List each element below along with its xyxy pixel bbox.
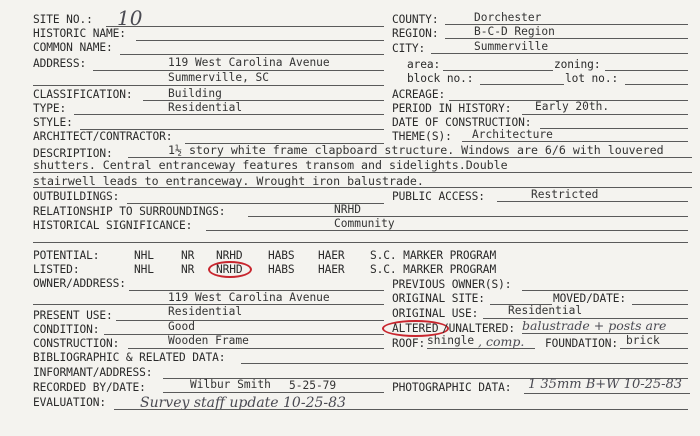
region-value: B-C-D Region bbox=[474, 25, 555, 38]
construction-label: CONSTRUCTION: bbox=[33, 337, 120, 350]
historical-significance-value: Community bbox=[334, 217, 395, 230]
description-line2: shutters. Central entranceway features transom and sidelights.Double bbox=[33, 158, 508, 172]
date-construction-label: DATE OF CONSTRUCTION: bbox=[392, 116, 532, 129]
roof-line bbox=[427, 348, 535, 349]
site-no-line bbox=[106, 26, 384, 27]
historical-significance-line bbox=[206, 230, 688, 231]
foundation-label: FOUNDATION: bbox=[545, 337, 618, 350]
informant-label: INFORMANT/ADDRESS: bbox=[33, 366, 153, 379]
themes-value: Architecture bbox=[472, 128, 553, 141]
period-value: Early 20th. bbox=[535, 100, 610, 113]
address-label: ADDRESS: bbox=[33, 57, 87, 70]
common-name-line bbox=[120, 54, 384, 55]
previous-owners-label: PREVIOUS OWNER(S): bbox=[392, 278, 512, 291]
roof-value-hand: , comp. bbox=[478, 334, 525, 349]
listed-haer: HAER bbox=[318, 263, 345, 276]
evaluation-value: Survey staff update 10-25-83 bbox=[140, 395, 346, 411]
relationship-value: NRHD bbox=[334, 203, 361, 216]
photographic-data-value: 1 35mm B+W 10-25-83 bbox=[528, 377, 683, 392]
listed-nrhd: NRHD bbox=[216, 263, 243, 276]
city-label: CITY: bbox=[392, 42, 426, 55]
site-no-value: 10 bbox=[117, 6, 143, 30]
historical-significance-label: HISTORICAL SIGNIFICANCE: bbox=[33, 219, 193, 232]
foundation-value: brick bbox=[626, 334, 660, 347]
region-label: REGION: bbox=[392, 27, 439, 40]
relationship-line bbox=[248, 216, 688, 217]
owner-address-value: 119 West Carolina Avenue bbox=[168, 291, 330, 304]
potential-nr: NR bbox=[181, 249, 195, 262]
unaltered-label: /UNALTERED: bbox=[442, 322, 515, 335]
county-value: Dorchester bbox=[474, 11, 542, 24]
public-access-label: PUBLIC ACCESS: bbox=[392, 190, 485, 203]
bibliographic-label: BIBLIOGRAPHIC & RELATED DATA: bbox=[33, 351, 226, 364]
address-line1: 119 West Carolina Avenue bbox=[168, 56, 330, 69]
listed-nhl: NHL bbox=[134, 263, 154, 276]
condition-label: CONDITION: bbox=[33, 323, 100, 336]
address-line2-rule bbox=[33, 85, 384, 86]
type-line bbox=[74, 114, 384, 115]
potential-label: POTENTIAL: bbox=[33, 249, 100, 262]
type-label: TYPE: bbox=[33, 102, 67, 115]
themes-label: THEME(S): bbox=[392, 130, 452, 143]
description-line1: 1½ story white frame clapboard structure. Windows are 6/6 with louvered bbox=[168, 143, 664, 157]
public-access-value: Restricted bbox=[531, 188, 599, 201]
evaluation-label: EVALUATION: bbox=[33, 396, 106, 409]
present-use-label: PRESENT USE: bbox=[33, 309, 113, 322]
outbuildings-label: OUTBUILDINGS: bbox=[33, 190, 120, 203]
area-line bbox=[443, 70, 553, 71]
listed-nr: NR bbox=[181, 263, 195, 276]
themes-line bbox=[462, 141, 688, 142]
period-label: PERIOD IN HISTORY: bbox=[392, 102, 512, 115]
classification-label: CLASSIFICATION: bbox=[33, 88, 133, 101]
construction-line bbox=[128, 348, 384, 349]
city-value: Summerville bbox=[474, 40, 549, 53]
lot-no-label: lot no.: bbox=[565, 72, 619, 85]
evaluation-line bbox=[114, 409, 688, 410]
foundation-line bbox=[620, 348, 688, 349]
historic-name-label: HISTORIC NAME: bbox=[33, 27, 126, 40]
moved-date-label: MOVED/DATE: bbox=[553, 292, 626, 305]
section-divider bbox=[33, 242, 688, 243]
description-label: DESCRIPTION: bbox=[33, 147, 113, 160]
block-no-label: block no.: bbox=[407, 72, 474, 85]
county-label: COUNTY: bbox=[392, 13, 439, 26]
construction-value: Wooden Frame bbox=[168, 334, 249, 347]
lot-no-line bbox=[625, 84, 688, 85]
recorded-by-label: RECORDED BY/DATE: bbox=[33, 381, 146, 394]
date-construction-line bbox=[540, 128, 688, 129]
roof-value-typed: shingle bbox=[427, 334, 475, 347]
potential-nrhd: NRHD bbox=[216, 249, 243, 262]
acreage-label: ACREAGE: bbox=[392, 88, 446, 101]
area-label: area: bbox=[407, 58, 441, 71]
zoning-label: zoning: bbox=[554, 58, 601, 71]
owner-address-label: OWNER/ADDRESS: bbox=[33, 277, 126, 290]
potential-nhl: NHL bbox=[134, 249, 154, 262]
roof-label: ROOF: bbox=[392, 337, 426, 350]
type-value: Residential bbox=[168, 101, 243, 114]
common-name-label: COMMON NAME: bbox=[33, 41, 113, 54]
previous-owners-line bbox=[522, 290, 688, 291]
listed-label: LISTED: bbox=[33, 263, 80, 276]
moved-date-line bbox=[632, 304, 688, 305]
description-line3: stairwell leads to entranceway. Wrought iron balustrade. bbox=[33, 174, 424, 188]
description-rule2 bbox=[33, 172, 692, 173]
site-no-label: SITE NO.: bbox=[33, 13, 93, 26]
photographic-data-label: PHOTOGRAPHIC DATA: bbox=[392, 381, 512, 394]
altered-label: ALTERED bbox=[392, 322, 439, 335]
architect-label: ARCHITECT/CONTRACTOR: bbox=[33, 130, 173, 143]
present-use-value: Residential bbox=[168, 305, 243, 318]
altered-line bbox=[522, 333, 688, 334]
zoning-line bbox=[605, 70, 688, 71]
listed-habs: HABS bbox=[268, 263, 295, 276]
public-access-line bbox=[497, 201, 688, 202]
bibliographic-line bbox=[241, 363, 688, 364]
classification-value: Building bbox=[168, 87, 222, 100]
recorded-by-name: Wilbur Smith bbox=[190, 378, 271, 391]
style-label: STYLE: bbox=[33, 116, 73, 129]
original-use-value: Residential bbox=[508, 304, 583, 317]
block-no-line bbox=[480, 84, 564, 85]
historic-name-line bbox=[136, 40, 384, 41]
listed-nrhd-circle bbox=[208, 261, 252, 278]
relationship-label: RELATIONSHIP TO SURROUNDINGS: bbox=[33, 205, 226, 218]
period-line bbox=[522, 114, 688, 115]
present-use-line bbox=[116, 320, 384, 321]
photographic-data-line bbox=[524, 393, 690, 394]
condition-value: Good bbox=[168, 320, 195, 333]
potential-haer: HAER bbox=[318, 249, 345, 262]
city-line bbox=[431, 53, 688, 54]
listed-sc-marker: S.C. MARKER PROGRAM bbox=[370, 263, 497, 276]
recorded-by-line bbox=[163, 392, 384, 393]
altered-value: balustrade + posts are bbox=[522, 318, 667, 333]
recorded-by-date: 5-25-79 bbox=[289, 379, 337, 392]
original-site-label: ORIGINAL SITE: bbox=[392, 292, 485, 305]
potential-sc-marker: S.C. MARKER PROGRAM bbox=[370, 249, 497, 262]
potential-habs: HABS bbox=[268, 249, 295, 262]
region-line bbox=[445, 38, 688, 39]
address-line2: Summerville, SC bbox=[168, 71, 270, 84]
original-use-label: ORIGINAL USE: bbox=[392, 307, 479, 320]
